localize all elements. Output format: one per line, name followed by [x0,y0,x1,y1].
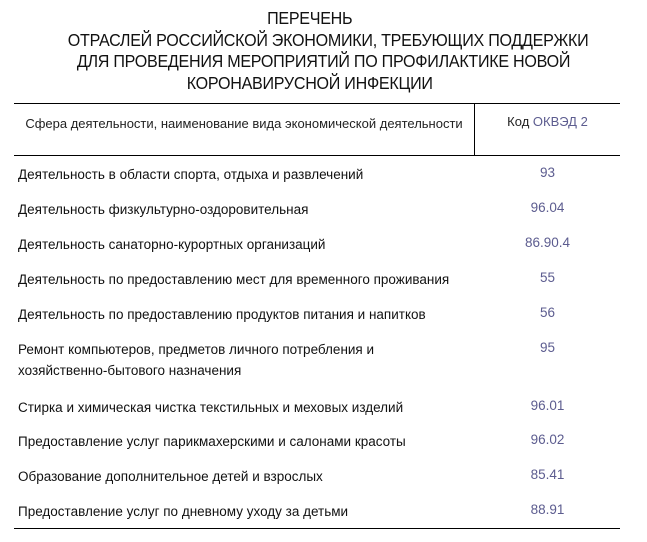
header-divider [474,103,475,155]
activity-name: Образование дополнительное детей и взрослых [18,469,323,484]
header-activity: Сфера деятельности, наименование вида экономической деятельности [25,116,463,131]
table-top-border [14,103,620,104]
activity-name: Деятельность физкультурно-оздоровительная [18,202,309,217]
activity-name: Предоставление услуг парикмахерскими и салонами красоты [18,434,406,449]
table-bottom-border [14,528,620,529]
okved-code[interactable]: 56 [539,305,556,320]
document-title [26,8,621,94]
okved-code[interactable]: 86.90.4 [524,235,571,250]
okved-code[interactable]: 95 [539,340,556,355]
header-code-label: Код [507,114,530,129]
activity-name: Деятельность по предоставлению мест для временного проживания [18,272,450,287]
okved-code[interactable]: 55 [539,270,556,285]
activity-name: Ремонт компьютеров, предметов личного потребления и хозяйственно-бытового назначения [18,342,375,378]
okved-code[interactable]: 96.01 [530,398,565,413]
header-bottom-border [14,155,620,156]
header-code [475,114,620,129]
activity-name: Стирка и химическая чистка текстильных и меховых изделий [18,400,404,415]
title-line: ОТРАСЛЕЙ РОССИЙСКОЙ ЭКОНОМИКИ, ТРЕБУЮЩИХ ПОДДЕРЖКИ [67,29,589,50]
okved-code[interactable]: 85.41 [530,467,565,482]
title-line: КОРОНАВИРУСНОЙ ИНФЕКЦИИ [186,72,433,93]
okved-code[interactable]: 93 [539,165,556,180]
activity-name: Деятельность санаторно-курортных организаций [18,237,326,252]
title-line: ПЕРЕЧЕНЬ [267,8,353,28]
okved-link[interactable]: ОКВЭД 2 [532,114,588,129]
okved-code[interactable]: 96.04 [530,200,565,215]
okved-code[interactable]: 88.91 [530,502,565,517]
title-line: ДЛЯ ПРОВЕДЕНИЯ МЕРОПРИЯТИЙ ПО ПРОФИЛАКТИКЕ НОВОЙ [76,51,571,71]
okved-code[interactable]: 96.02 [530,432,565,447]
activity-name: Деятельность в области спорта, отдыха и развлечений [18,167,364,182]
activity-name: Предоставление услуг по дневному уходу за детьми [18,504,349,519]
activity-name: Деятельность по предоставлению продуктов питания и напитков [18,307,426,322]
